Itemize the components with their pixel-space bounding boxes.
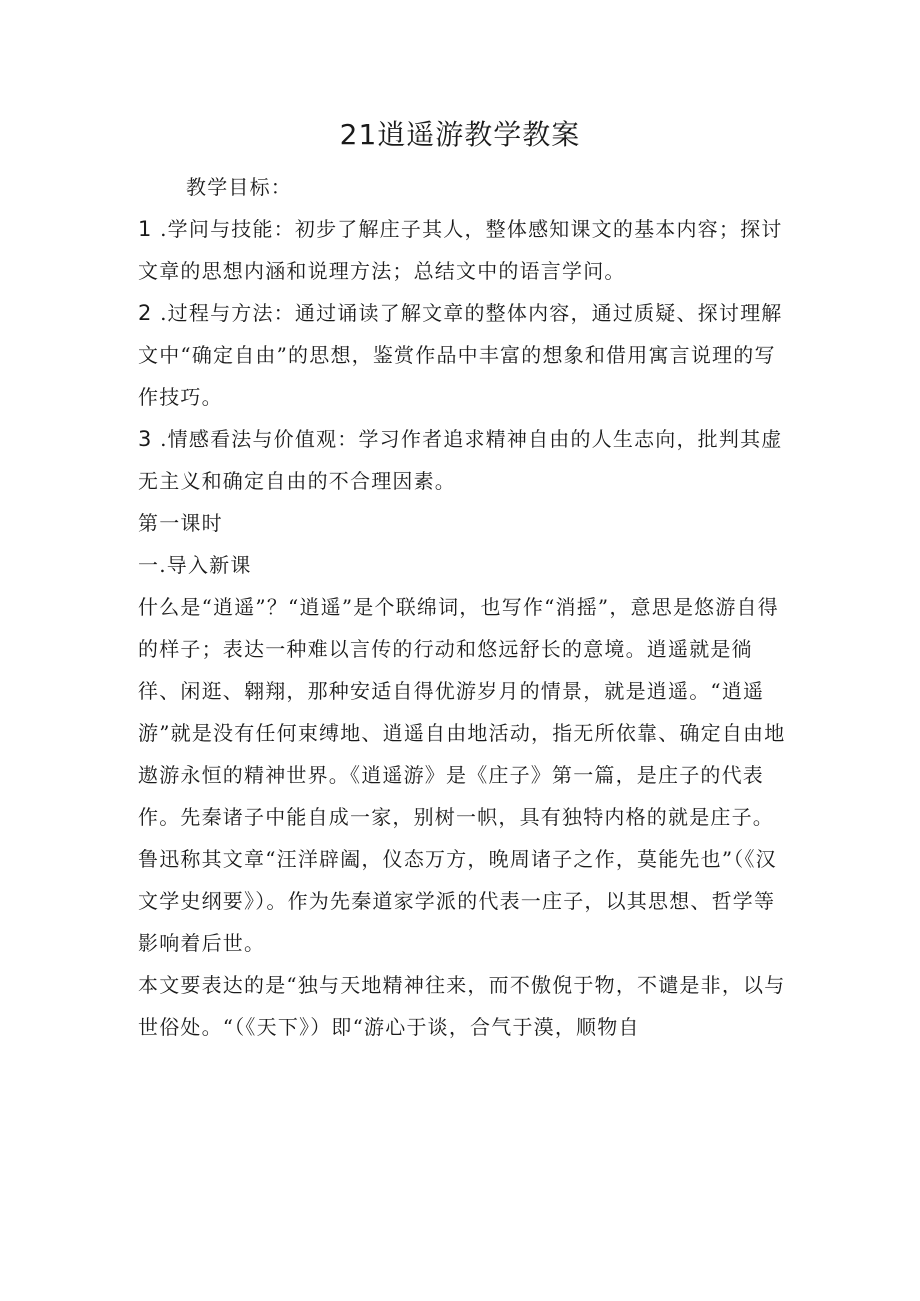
objective-number: 3 bbox=[138, 427, 153, 451]
lesson-heading: 第一课时 bbox=[138, 511, 223, 535]
objective-text: .情感看法与价值观：学习作者追求精神自由的人生志向，批判其虚无主义和确定自由的不合理因素。 bbox=[138, 427, 783, 493]
objective-number: 1 bbox=[138, 217, 153, 241]
objective-item-3 bbox=[138, 418, 788, 502]
theme-paragraph: 本文要表达的是“独与天地精神往来，而不傲倪于物，不谴是非，以与世俗处。“（《天下》）即“游心于谈，合气于漠，顺物自 bbox=[138, 973, 786, 1039]
document-title: 21逍遥游教学教案 bbox=[339, 118, 581, 151]
objective-text: .过程与方法：通过诵读了解文章的整体内容，通过质疑、探讨理解文中“确定自由”的思想，鉴赏作品中丰富的想象和借用寓言说理的写作技巧。 bbox=[138, 301, 783, 409]
objective-item-2 bbox=[138, 292, 788, 418]
objective-item-1 bbox=[138, 208, 788, 292]
section-heading: 一.导入新课 bbox=[138, 553, 252, 577]
document-body bbox=[138, 166, 788, 1048]
intro-paragraph: 什么是“逍遥”？“逍遥”是个联绵词，也写作“消摇”，意思是悠游自得的样子；表达一种难以言传的行动和悠远舒长的意境。逍遥就是徜徉、闲逛、翱翔，那种安适自得优游岁月的情景，就是逍遥。“逍遥游”就是没有任何束缚地、逍遥自由地活动，指无所依靠、确定自由地遨游永恒的精神世界。《逍遥游》是《庄子》第一篇，是庄子的代表作。先秦诸子中能自成一家，别树一帜，具有独特内格的就是庄子。鲁迅称其文章“汪洋辟阖，仪态万方，晚周诸子之作，莫能先也”（《汉文学史纲要》）。作为先秦道家学派的代表一庄子，以其思想、哲学等影响着后世。 bbox=[138, 595, 786, 955]
objectives-heading: 教学目标： bbox=[186, 175, 292, 199]
objective-number: 2 bbox=[138, 301, 153, 325]
objective-text: .学问与技能：初步了解庄子其人，整体感知课文的基本内容；探讨文章的思想内涵和说理方法；总结文中的语言学问。 bbox=[138, 217, 783, 283]
